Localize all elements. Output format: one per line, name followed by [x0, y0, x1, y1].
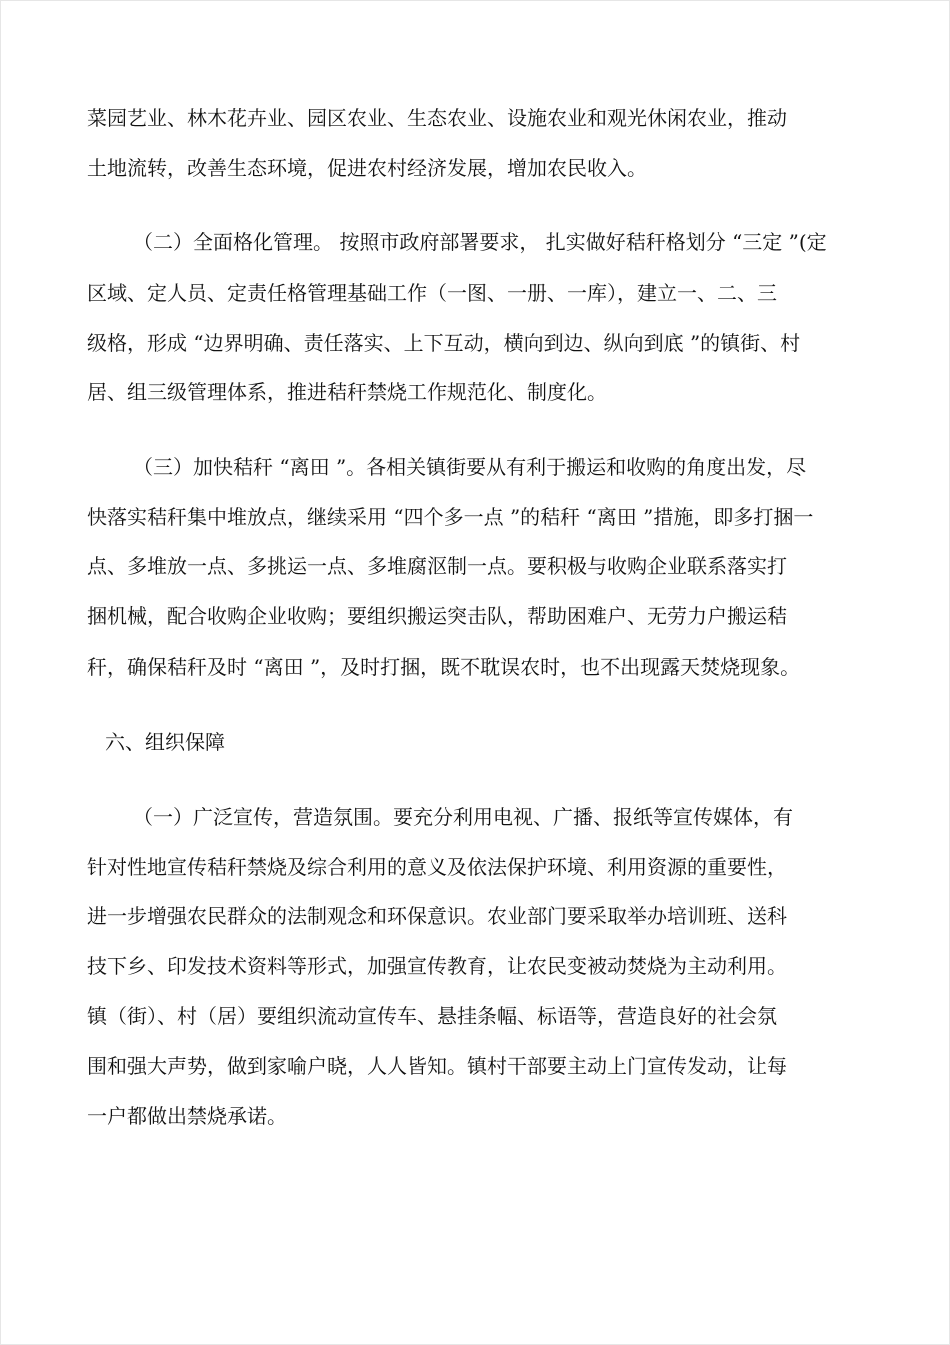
paragraph-line: 进一步增强农民群众的法制观念和环保意识。农业部门要采取举办培训班、送科	[87, 904, 787, 928]
section-heading-line: （三）加快秸秆 “离田 ”。各相关镇街要从有利于搬运和收购的角度出发，尽	[133, 455, 807, 479]
paragraph-line: 区域、定人员、定责任格管理基础工作（一图、一册、一库），建立一、二、三	[87, 281, 777, 305]
paragraph-line: 一户都做出禁烧承诺。	[87, 1104, 287, 1128]
paragraph-line: 针对性地宣传秸秆禁烧及综合利用的意义及依法保护环境、利用资源的重要性，	[87, 855, 787, 879]
section-heading-line: （一）广泛宣传，营造氛围。要充分利用电视、广播、报纸等宣传媒体，有	[133, 805, 793, 829]
chapter-heading: 六、组织保障	[105, 730, 225, 754]
paragraph-line: 居、组三级管理体系，推进秸秆禁烧工作规范化、制度化。	[87, 380, 607, 404]
paragraph-line: 围和强大声势，做到家喻户晓，人人皆知。镇村干部要主动上门宣传发动，让每	[87, 1054, 787, 1078]
paragraph-line: 点、多堆放一点、多挑运一点、多堆腐沤制一点。要积极与收购企业联系落实打	[87, 554, 787, 578]
paragraph-line: 镇（街）、村（居）要组织流动宣传车、悬挂条幅、标语等，营造良好的社会氛	[87, 1004, 777, 1028]
paragraph-line: 菜园艺业、林木花卉业、园区农业、生态农业、设施农业和观光休闲农业，推动	[87, 106, 787, 130]
section-heading-line: （二）全面格化管理。 按照市政府部署要求， 扎实做好秸秆格划分 “三定 ”(定	[133, 230, 827, 254]
paragraph-line: 捆机械，配合收购企业收购；要组织搬运突击队，帮助困难户、无劳力户搬运秸	[87, 604, 787, 628]
paragraph-line: 土地流转，改善生态环境，促进农村经济发展，增加农民收入。	[87, 156, 647, 180]
paragraph-line: 级格，形成 “边界明确、责任落实、上下互动，横向到边、纵向到底 ”的镇街、村	[87, 331, 801, 355]
paragraph-line: 快落实秸秆集中堆放点，继续采用 “四个多一点 ”的秸秆 “离田 ”措施，即多打捆一	[87, 505, 814, 529]
paragraph-line: 技下乡、印发技术资料等形式，加强宣传教育，让农民变被动焚烧为主动利用。	[87, 954, 787, 978]
paragraph-line: 秆，确保秸秆及时 “离田 ”，及时打捆，既不耽误农时，也不出现露天焚烧现象。	[87, 655, 801, 679]
